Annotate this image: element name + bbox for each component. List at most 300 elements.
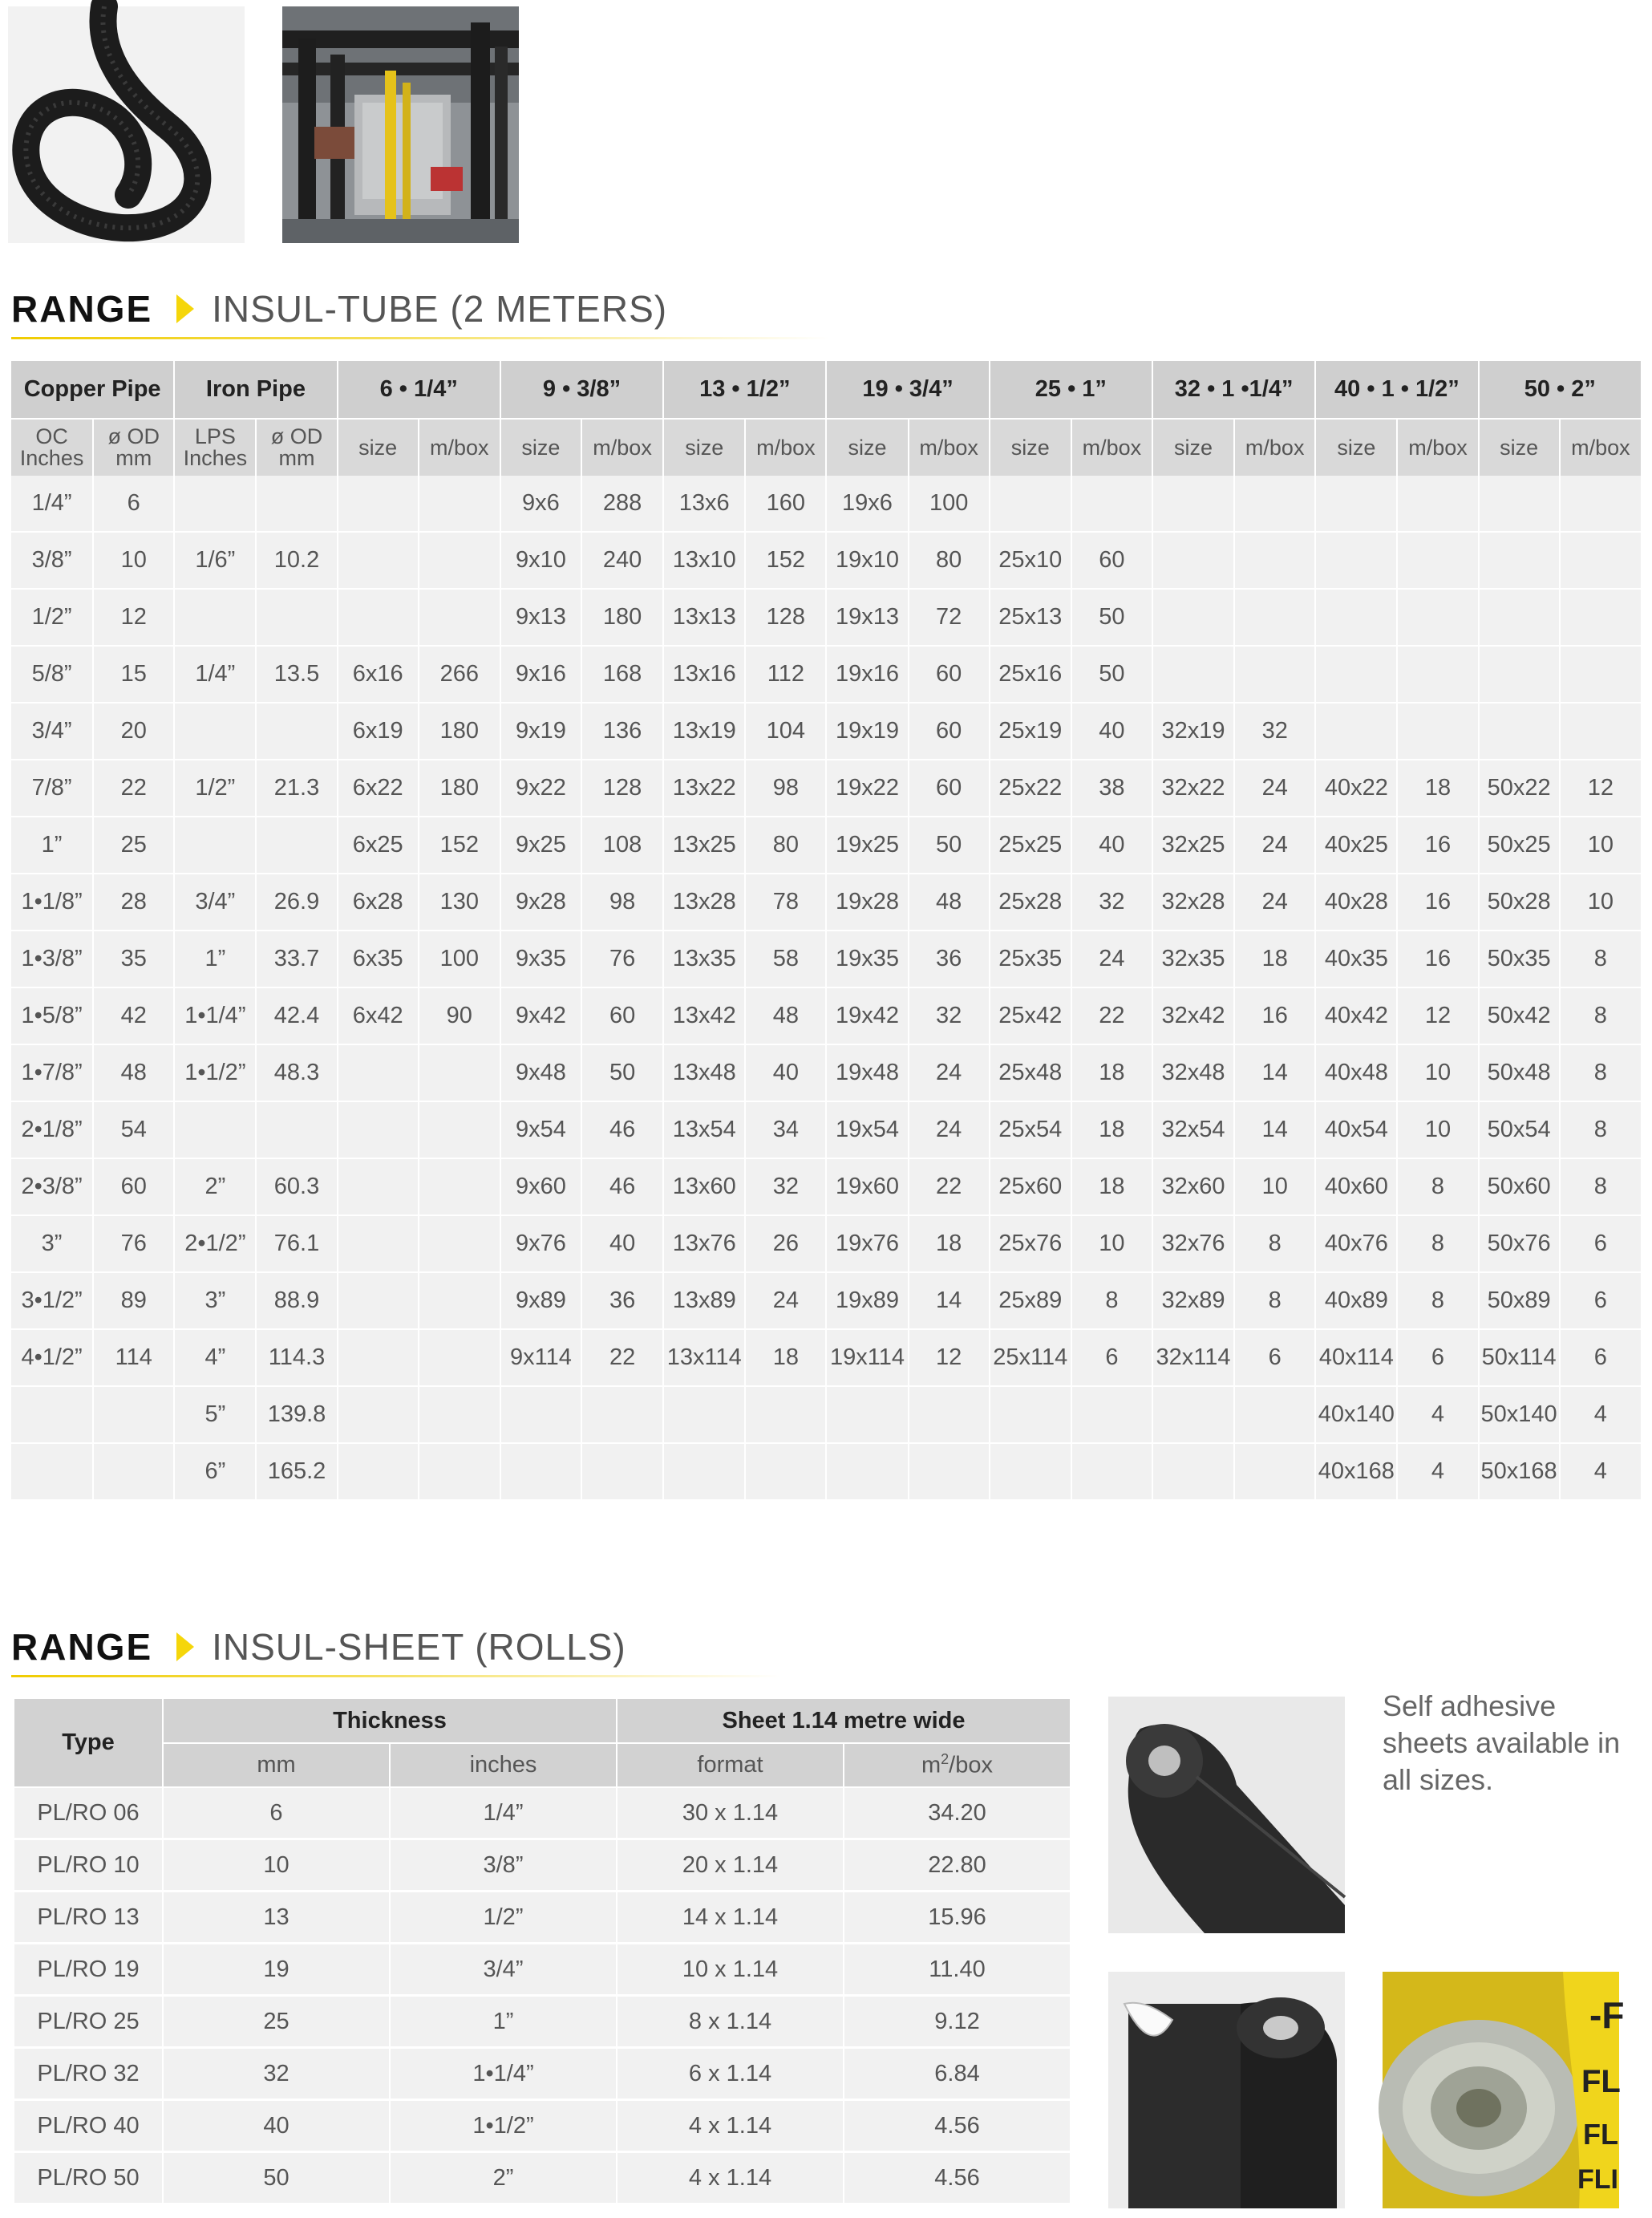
table-cell: 13x16 [664,647,746,704]
table-cell: 9x16 [501,647,582,704]
table-cell [419,1102,501,1159]
table-cell: 6 [94,476,175,533]
table-cell [1398,533,1479,590]
table-cell: 11.40 [844,1944,1071,1997]
table-cell: 25x54 [990,1102,1072,1159]
table-cell: 25x28 [990,874,1072,931]
table-cell: 1•1/8” [11,874,94,931]
table-cell: 4.56 [844,2101,1071,2153]
table-cell: 24 [1235,874,1316,931]
foam-roll-photo [1108,1697,1345,1933]
table-cell: 76 [94,1216,175,1273]
table-cell [419,1273,501,1330]
table-row [14,1892,1071,1944]
table-cell: 136 [582,704,664,760]
table-cell: 1/2” [11,590,94,647]
table-cell: 40x25 [1316,817,1398,874]
table-cell [257,817,338,874]
tube-sub-header: ø OD mm [94,418,175,476]
table-cell: 32x28 [1153,874,1235,931]
table-cell: 114 [94,1330,175,1387]
table-cell: 8 [1561,931,1642,988]
table-cell: 50x60 [1480,1159,1561,1216]
table-cell [338,590,419,647]
table-cell: 32x54 [1153,1102,1235,1159]
table-cell: 50x25 [1480,817,1561,874]
table-cell: 40x35 [1316,931,1398,988]
table-cell: 168 [582,647,664,704]
table-cell: 48 [909,874,990,931]
table-cell: 4” [175,1330,257,1387]
table-cell: 30 x 1.14 [617,1788,844,1840]
table-cell: 3/4” [391,1944,617,1997]
table-cell: 60 [1072,533,1153,590]
table-cell [1153,590,1235,647]
table-cell: 32 [909,988,990,1045]
table-cell [1316,704,1398,760]
table-row [11,931,1642,988]
table-cell [1480,647,1561,704]
tube-sub-header: m/box [909,418,990,476]
plant-room-photo [282,6,519,243]
m2-superscript: 2 [941,1751,949,1768]
table-cell: 40x54 [1316,1102,1398,1159]
table-cell: 19x60 [827,1159,909,1216]
table-cell: 19x13 [827,590,909,647]
table-cell: 40x28 [1316,874,1398,931]
table-cell: 13x60 [664,1159,746,1216]
tube-group-header: Iron Pipe [175,361,338,418]
table-cell: 4•1/2” [11,1330,94,1387]
table-cell: 46 [582,1102,664,1159]
m2-tail: /box [949,1752,993,1778]
table-cell: 2•1/8” [11,1102,94,1159]
table-cell [338,1045,419,1102]
table-cell: 2•1/2” [175,1216,257,1273]
table-cell: 160 [746,476,827,533]
table-cell [1398,704,1479,760]
tube-group-header: 13 • 1/2” [664,361,827,418]
table-cell: 33.7 [257,931,338,988]
table-cell: 50x114 [1480,1330,1561,1387]
tube-heading-bold: RANGE [11,288,153,330]
tube-coil-photo [8,6,245,243]
table-cell: 8 [1235,1216,1316,1273]
table-cell: 9x35 [501,931,582,988]
table-cell: 32 [746,1159,827,1216]
table-cell: 4 [1398,1387,1479,1444]
table-cell: 40x22 [1316,760,1398,817]
table-cell [175,817,257,874]
table-cell: 35 [94,931,175,988]
table-cell: 36 [582,1273,664,1330]
table-cell [338,1330,419,1387]
table-cell: 9x28 [501,874,582,931]
table-cell: 25x114 [990,1330,1072,1387]
table-cell: 8 x 1.14 [617,1997,844,2049]
table-cell: 5” [175,1387,257,1444]
table-cell: 12 [94,590,175,647]
table-cell: 40 [582,1216,664,1273]
table-cell [990,1444,1072,1501]
sheet-type-header: Type [14,1699,164,1788]
table-cell [1480,590,1561,647]
table-cell: 1/2” [391,1892,617,1944]
table-cell [990,1387,1072,1444]
table-cell: 18 [1398,760,1479,817]
table-cell: 88.9 [257,1273,338,1330]
table-cell: 12 [1561,760,1642,817]
table-cell: 1” [175,931,257,988]
table-cell: 40x60 [1316,1159,1398,1216]
table-cell: 24 [1072,931,1153,988]
table-cell: 3/4” [175,874,257,931]
table-cell [990,476,1072,533]
table-cell: 25x60 [990,1159,1072,1216]
table-cell [664,1387,746,1444]
table-cell: 6x22 [338,760,419,817]
table-cell: 18 [1072,1045,1153,1102]
sheet-heading-underline [11,1675,781,1677]
table-cell: 25x42 [990,988,1072,1045]
table-cell: 9x19 [501,704,582,760]
table-cell [501,1387,582,1444]
heading-arrow-icon [176,294,194,323]
table-cell: 19x22 [827,760,909,817]
table-cell: 13x25 [664,817,746,874]
table-cell [1316,533,1398,590]
table-cell: 14 [1235,1102,1316,1159]
table-cell: 9x54 [501,1102,582,1159]
table-cell: 2” [391,2153,617,2205]
table-cell: 10 [164,1840,391,1892]
table-cell: 24 [746,1273,827,1330]
table-cell [1316,476,1398,533]
m2-base: m [921,1752,941,1778]
table-cell [338,476,419,533]
table-cell [1072,1444,1153,1501]
table-cell: 98 [746,760,827,817]
table-cell: 24 [1235,817,1316,874]
table-cell: 10 x 1.14 [617,1944,844,1997]
table-row [11,817,1642,874]
table-cell: 8 [1561,1159,1642,1216]
table-cell: 16 [1398,931,1479,988]
table-cell: 8 [1561,1102,1642,1159]
table-cell: 1” [11,817,94,874]
table-cell: 114.3 [257,1330,338,1387]
table-cell [1153,1444,1235,1501]
table-row [11,704,1642,760]
table-cell: 80 [909,533,990,590]
table-cell: 13x89 [664,1273,746,1330]
table-cell: 50x76 [1480,1216,1561,1273]
table-cell: 6x25 [338,817,419,874]
table-cell: 180 [582,590,664,647]
table-cell: 19 [164,1944,391,1997]
table-cell: 13 [164,1892,391,1944]
sheet-heading-title: INSUL-SHEET (ROLLS) [212,1626,626,1668]
tube-sub-header: size [501,418,582,476]
table-cell: 60.3 [257,1159,338,1216]
table-cell: 6 [1398,1330,1479,1387]
tube-group-header: 6 • 1/4” [338,361,501,418]
table-cell: 13x35 [664,931,746,988]
table-cell: 60 [909,647,990,704]
table-cell: 50x48 [1480,1045,1561,1102]
heading-arrow-icon [176,1632,194,1661]
table-cell: 32x35 [1153,931,1235,988]
table-cell [175,1102,257,1159]
table-row [14,2049,1071,2101]
sheet-width-header: Sheet 1.14 metre wide [617,1699,1071,1744]
table-cell: 18 [1072,1102,1153,1159]
table-cell: 16 [1235,988,1316,1045]
table-cell [746,1387,827,1444]
table-cell: 13x76 [664,1216,746,1273]
table-cell: 6x16 [338,647,419,704]
table-cell: 46 [582,1159,664,1216]
table-cell: 9x6 [501,476,582,533]
table-cell: 40x48 [1316,1045,1398,1102]
table-cell [1153,476,1235,533]
table-cell: 32x22 [1153,760,1235,817]
table-cell: 34.20 [844,1788,1071,1840]
table-cell: 13x48 [664,1045,746,1102]
table-cell: 19x35 [827,931,909,988]
table-cell: 7/8” [11,760,94,817]
table-cell [94,1387,175,1444]
table-cell: 19x16 [827,647,909,704]
table-cell: 3” [11,1216,94,1273]
table-cell: 4 x 1.14 [617,2101,844,2153]
table-cell: 25x25 [990,817,1072,874]
tube-group-header: Copper Pipe [11,361,175,418]
table-cell: PL/RO 32 [14,2049,164,2101]
table-cell: 32x25 [1153,817,1235,874]
tube-sub-header: m/box [1561,418,1642,476]
table-cell [419,1330,501,1387]
table-cell: 1/4” [175,647,257,704]
table-cell: 1/4” [391,1788,617,1840]
table-cell [827,1444,909,1501]
tube-group-header: 9 • 3/8” [501,361,664,418]
table-row [11,1045,1642,1102]
table-cell: 4 [1398,1444,1479,1501]
table-cell: 38 [1072,760,1153,817]
table-cell [11,1387,94,1444]
table-cell [175,704,257,760]
tube-group-header: 32 • 1 •1/4” [1153,361,1316,418]
table-cell [1480,476,1561,533]
table-cell: 32 [1235,704,1316,760]
tube-sub-header: ø OD mm [257,418,338,476]
table-cell: 8 [1072,1273,1153,1330]
table-cell: 80 [746,817,827,874]
table-cell: 9x25 [501,817,582,874]
table-cell: 60 [94,1159,175,1216]
table-cell: 40x140 [1316,1387,1398,1444]
table-cell [1398,476,1479,533]
table-cell: 3•1/2” [11,1273,94,1330]
foil-label-fragment-1: -F [1589,1994,1625,2036]
table-cell: PL/RO 19 [14,1944,164,1997]
table-cell [419,1045,501,1102]
table-cell: 25x89 [990,1273,1072,1330]
table-cell: 6 x 1.14 [617,2049,844,2101]
tube-sub-header: size [338,418,419,476]
table-cell: 2•3/8” [11,1159,94,1216]
table-row [11,760,1642,817]
table-cell: 6.84 [844,2049,1071,2101]
table-cell: 104 [746,704,827,760]
sheet-sub-format: format [617,1744,844,1788]
table-cell: 40x89 [1316,1273,1398,1330]
table-cell [1398,647,1479,704]
table-row [11,1444,1642,1501]
table-cell [1235,1387,1316,1444]
tube-sub-header: m/box [582,418,664,476]
table-cell: 72 [909,590,990,647]
table-cell: 40 [164,2101,391,2153]
sheet-section-heading [11,1619,626,1675]
table-cell: 26 [746,1216,827,1273]
table-row [11,533,1642,590]
tube-sub-header: size [664,418,746,476]
table-cell: 13x6 [664,476,746,533]
table-cell: 10 [1398,1045,1479,1102]
table-cell: 8 [1561,1045,1642,1102]
table-cell: 22.80 [844,1840,1071,1892]
table-cell: 32x89 [1153,1273,1235,1330]
table-cell: 9x60 [501,1159,582,1216]
table-cell: 19x54 [827,1102,909,1159]
table-cell [1561,533,1642,590]
table-cell: 16 [1398,874,1479,931]
table-cell: 25x19 [990,704,1072,760]
tube-sub-header: size [1480,418,1561,476]
table-cell: 32 [164,2049,391,2101]
table-cell: 9x42 [501,988,582,1045]
table-cell: 25x22 [990,760,1072,817]
table-cell [827,1387,909,1444]
table-cell: 58 [746,931,827,988]
table-cell: 34 [746,1102,827,1159]
table-row [14,1788,1071,1840]
table-cell: 13x28 [664,874,746,931]
table-cell [582,1444,664,1501]
tube-sub-header: size [827,418,909,476]
table-cell [1235,590,1316,647]
table-cell: 139.8 [257,1387,338,1444]
table-cell: 40x76 [1316,1216,1398,1273]
table-cell: 10 [1072,1216,1153,1273]
table-cell: 1” [391,1997,617,2049]
table-cell: 40 [746,1045,827,1102]
table-cell: 19x25 [827,817,909,874]
table-cell: 240 [582,533,664,590]
table-cell: 40x114 [1316,1330,1398,1387]
table-cell: 12 [909,1330,990,1387]
table-cell: 25x76 [990,1216,1072,1273]
table-cell: 18 [1235,931,1316,988]
table-cell: 19x114 [827,1330,909,1387]
table-cell [94,1444,175,1501]
table-cell: 98 [582,874,664,931]
table-cell: 1•1/2” [391,2101,617,2153]
table-cell [1072,1387,1153,1444]
table-cell [1235,533,1316,590]
table-cell [582,1387,664,1444]
table-cell: 6x42 [338,988,419,1045]
table-cell: 130 [419,874,501,931]
foil-label-fragment-3: FL [1583,2118,1618,2151]
table-cell: 13x19 [664,704,746,760]
table-cell: 8 [1561,988,1642,1045]
table-cell: 50 [582,1045,664,1102]
table-cell: 48 [746,988,827,1045]
table-cell: 90 [419,988,501,1045]
table-row [14,1840,1071,1892]
table-cell: 19x89 [827,1273,909,1330]
table-cell: 112 [746,647,827,704]
table-cell: 13x114 [664,1330,746,1387]
tube-group-header: 19 • 3/4” [827,361,990,418]
table-cell: 25 [94,817,175,874]
table-cell: 6 [1072,1330,1153,1387]
table-cell [909,1444,990,1501]
foil-label-fragment-2: FL [1581,2064,1621,2099]
table-cell [909,1387,990,1444]
table-cell: 6x28 [338,874,419,931]
table-cell [501,1444,582,1501]
table-cell: 6 [1235,1330,1316,1387]
table-row [11,647,1642,704]
table-cell: 21.3 [257,760,338,817]
table-cell: 19x76 [827,1216,909,1273]
table-cell [1480,704,1561,760]
table-cell: 40x168 [1316,1444,1398,1501]
table-cell: 50 [1072,590,1153,647]
table-row [11,476,1642,533]
table-row [11,1102,1642,1159]
table-cell: 50x35 [1480,931,1561,988]
table-cell: 14 [1235,1045,1316,1102]
table-cell: 32x19 [1153,704,1235,760]
table-cell [1316,647,1398,704]
table-cell: 13.5 [257,647,338,704]
table-cell: 1•1/2” [175,1045,257,1102]
table-cell: 50 [1072,647,1153,704]
table-cell: 22 [94,760,175,817]
table-cell: 40x42 [1316,988,1398,1045]
table-cell: 6x35 [338,931,419,988]
sheet-sub-m2box [844,1744,1071,1788]
sheet-header-groups [14,1699,1071,1744]
insul-tube-table [11,361,1642,1501]
table-row [11,590,1642,647]
table-cell: 9x114 [501,1330,582,1387]
table-cell [175,590,257,647]
table-cell [1072,476,1153,533]
table-cell: 15 [94,647,175,704]
table-cell: 13x13 [664,590,746,647]
table-cell: 9x48 [501,1045,582,1102]
table-cell: 22 [1072,988,1153,1045]
table-cell: 19x10 [827,533,909,590]
table-cell: 32x60 [1153,1159,1235,1216]
table-cell: 4 x 1.14 [617,2153,844,2205]
